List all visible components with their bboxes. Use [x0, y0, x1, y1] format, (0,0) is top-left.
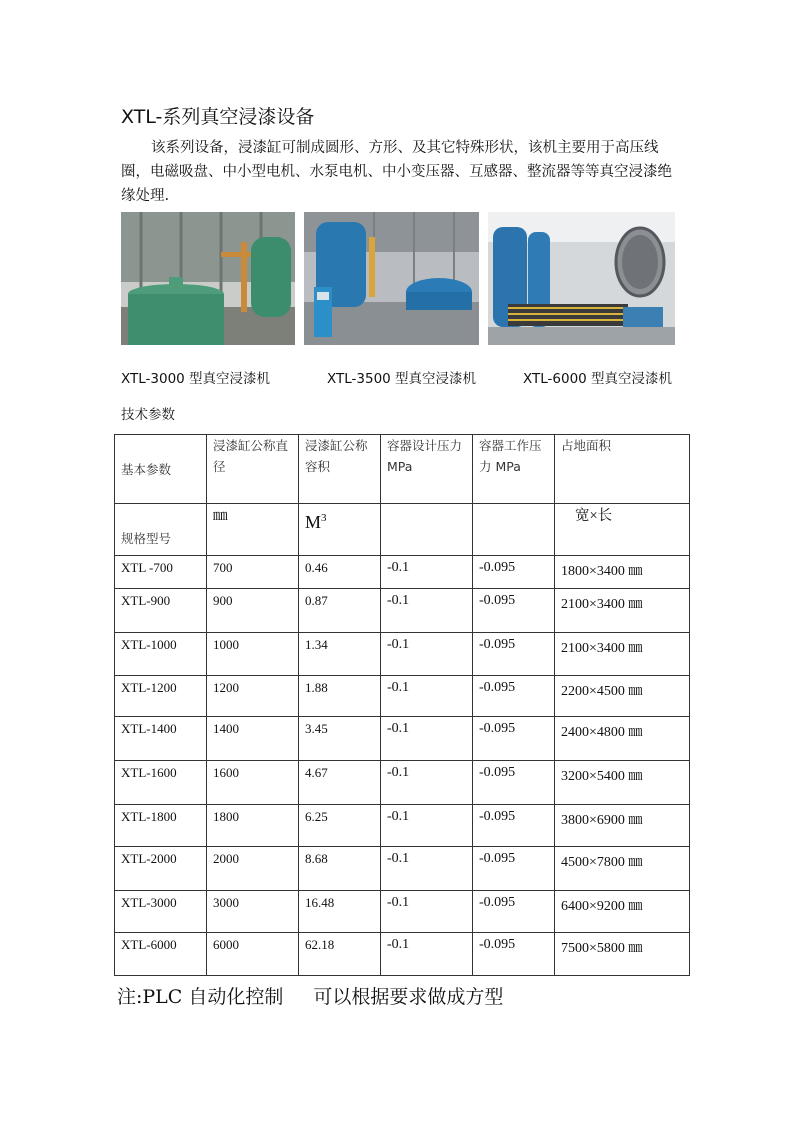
spec-area: 3800×6900 ㎜ — [555, 805, 690, 847]
header-basic: 基本参数 — [115, 435, 207, 504]
photo-caption-3000: XTL-3000 型真空浸漆机 — [121, 371, 271, 387]
spec-diameter: 3000 — [207, 891, 299, 933]
footnote-custom: 可以根据要求做成方型 — [313, 986, 504, 1008]
page-title: XTL-系列真空浸漆设备 — [121, 106, 315, 128]
spec-design-pressure: -0.1 — [381, 805, 473, 847]
spec-area: 7500×5800 ㎜ — [555, 933, 690, 976]
units-volume — [299, 504, 381, 556]
spec-work-pressure: -0.095 — [473, 933, 555, 976]
table-row — [115, 633, 690, 676]
spec-heading: 技术参数 — [121, 407, 175, 423]
spec-design-pressure: -0.1 — [381, 717, 473, 761]
spec-design-pressure: -0.1 — [381, 761, 473, 805]
spec-design-pressure: -0.1 — [381, 589, 473, 633]
spec-volume: 0.87 — [299, 589, 381, 633]
spec-model: XTL-1200 — [115, 676, 207, 717]
spec-diameter: 1200 — [207, 676, 299, 717]
table-row — [115, 933, 690, 976]
spec-work-pressure: -0.095 — [473, 717, 555, 761]
footnote-plc: 注:PLC 自动化控制 — [117, 986, 284, 1008]
table-row — [115, 891, 690, 933]
spec-model: XTL-1600 — [115, 761, 207, 805]
units-work-empty — [473, 504, 555, 556]
table-row — [115, 761, 690, 805]
spec-table — [114, 434, 690, 976]
spec-work-pressure: -0.095 — [473, 847, 555, 891]
spec-diameter: 1000 — [207, 633, 299, 676]
units-volume-base: M — [305, 512, 322, 532]
header-design-pressure: 容器设计压力 MPa — [381, 435, 473, 504]
table-row — [115, 717, 690, 761]
table-row — [115, 805, 690, 847]
spec-work-pressure: -0.095 — [473, 891, 555, 933]
spec-area: 2100×3400 ㎜ — [555, 589, 690, 633]
table-units-row — [115, 504, 690, 556]
units-model: 规格型号 — [115, 504, 207, 556]
spec-area: 1800×3400 ㎜ — [555, 556, 690, 589]
units-design-empty — [381, 504, 473, 556]
spec-design-pressure: -0.1 — [381, 847, 473, 891]
photo-caption-6000: XTL-6000 型真空浸漆机 — [523, 371, 673, 387]
header-diameter: 浸漆缸公称直径 — [207, 435, 299, 504]
spec-model: XTL-900 — [115, 589, 207, 633]
units-volume-sup: 3 — [321, 512, 327, 524]
spec-design-pressure: -0.1 — [381, 891, 473, 933]
spec-work-pressure: -0.095 — [473, 633, 555, 676]
spec-design-pressure: -0.1 — [381, 933, 473, 976]
spec-design-pressure: -0.1 — [381, 633, 473, 676]
product-photo-6000 — [488, 212, 675, 345]
spec-volume: 6.25 — [299, 805, 381, 847]
spec-volume: 1.34 — [299, 633, 381, 676]
spec-volume: 4.67 — [299, 761, 381, 805]
spec-diameter: 6000 — [207, 933, 299, 976]
product-photo-3000 — [121, 212, 295, 345]
spec-volume: 62.18 — [299, 933, 381, 976]
spec-area: 2100×3400 ㎜ — [555, 633, 690, 676]
table-header-row — [115, 435, 690, 504]
spec-model: XTL-1000 — [115, 633, 207, 676]
spec-volume: 16.48 — [299, 891, 381, 933]
spec-model: XTL-1400 — [115, 717, 207, 761]
intro-paragraph: 该系列设备，浸漆缸可制成圆形、方形、及其它特殊形状，该机主要用于高压线圈，电磁吸盘、中小型电机、水泵电机、中小变压器、互感器、整流器等等真空浸漆绝缘处理. — [121, 140, 672, 204]
header-area: 占地面积 — [555, 435, 690, 504]
header-volume: 浸漆缸公称容积 — [299, 435, 381, 504]
spec-work-pressure: -0.095 — [473, 761, 555, 805]
spec-work-pressure: -0.095 — [473, 589, 555, 633]
spec-work-pressure: -0.095 — [473, 805, 555, 847]
spec-model: XTL-2000 — [115, 847, 207, 891]
footnote — [117, 982, 503, 1009]
spec-model: XTL-3000 — [115, 891, 207, 933]
spec-model: XTL -700 — [115, 556, 207, 589]
spec-model: XTL-6000 — [115, 933, 207, 976]
spec-diameter: 1800 — [207, 805, 299, 847]
units-area: 宽×长 — [555, 504, 690, 556]
spec-area: 6400×9200 ㎜ — [555, 891, 690, 933]
spec-work-pressure: -0.095 — [473, 676, 555, 717]
spec-work-pressure: -0.095 — [473, 556, 555, 589]
spec-volume: 0.46 — [299, 556, 381, 589]
spec-area: 2200×4500 ㎜ — [555, 676, 690, 717]
spec-design-pressure: -0.1 — [381, 556, 473, 589]
product-photo-3500 — [304, 212, 479, 345]
spec-model: XTL-1800 — [115, 805, 207, 847]
spec-design-pressure: -0.1 — [381, 676, 473, 717]
table-row — [115, 589, 690, 633]
spec-volume: 1.88 — [299, 676, 381, 717]
spec-diameter: 700 — [207, 556, 299, 589]
spec-area: 2400×4800 ㎜ — [555, 717, 690, 761]
spec-diameter: 900 — [207, 589, 299, 633]
spec-area: 4500×7800 ㎜ — [555, 847, 690, 891]
table-row — [115, 556, 690, 589]
spec-volume: 3.45 — [299, 717, 381, 761]
spec-diameter: 1600 — [207, 761, 299, 805]
spec-diameter: 1400 — [207, 717, 299, 761]
table-row — [115, 847, 690, 891]
photo-caption-3500: XTL-3500 型真空浸漆机 — [327, 371, 477, 387]
spec-volume: 8.68 — [299, 847, 381, 891]
spec-diameter: 2000 — [207, 847, 299, 891]
header-work-pressure: 容器工作压力 MPa — [473, 435, 555, 504]
table-row — [115, 676, 690, 717]
spec-area: 3200×5400 ㎜ — [555, 761, 690, 805]
units-diameter: ㎜ — [207, 504, 299, 556]
